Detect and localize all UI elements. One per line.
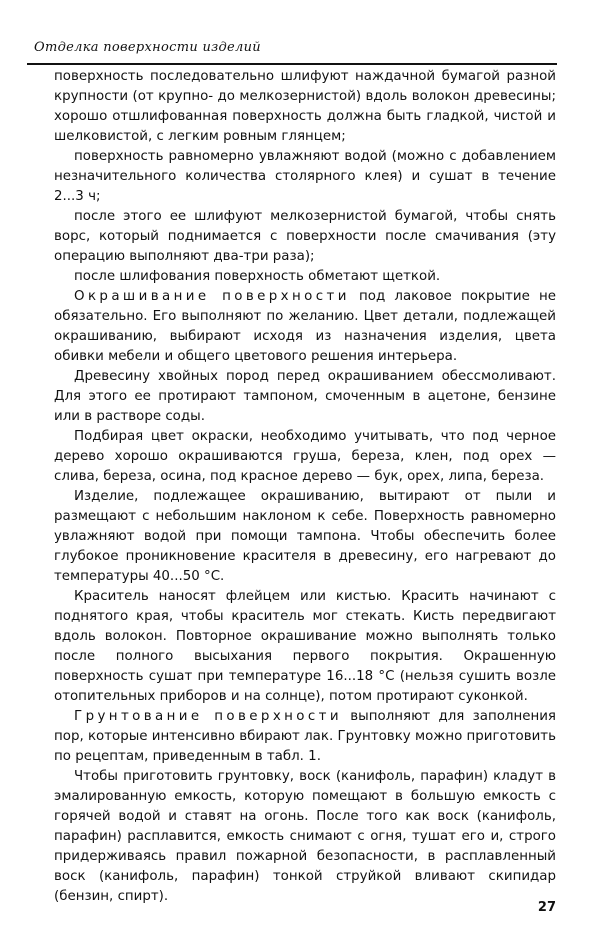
term-priming: Грунтование поверхности <box>74 709 342 724</box>
paragraph-primer-recipe: Чтобы приготовить грунтовку, воск (канифоль, парафин) кладут в эмалированную емкость, которую помещают в большую емкость с горячей водой и ставят на огонь. После того как воск (канифоль, парафин) расплавится, емкость снимают с огня, тушат его и, строго придерживаясь правил пожарной безопасности, в расплавленный воск (канифоль, парафин) тонкой струйкой вливают скипидар (бензин, спирт). <box>54 769 556 904</box>
paragraph-preparation: Изделие, подлежащее окрашиванию, вытирают от пыли и размещают с небольшим наклоном к себе. Поверхность равномерно увлажняют водой при помощи тампона. Чтобы обеспечить более глубокое проникновение красителя в древесину, его нагревают до температуры 40...50 °С. <box>54 489 556 584</box>
paragraph-color-choice: Подбирая цвет окраски, необходимо учитывать, что под черное дерево хорошо окрашиваются груша, береза, клен, под орех — слива, береза, осина, под красное дерево — бук, орех, липа, береза. <box>54 429 556 484</box>
paragraph-fine-sanding: после этого ее шлифуют мелкозернистой бумагой, чтобы снять ворс, который поднимается с поверхности после смачивания (эту операцию выполняют два-три раза); <box>54 209 556 264</box>
priming-intro-text: выполняют для заполнения пор, которые интенсивно вбирают лак. Грунтовку можно приготовить по рецептам, приведенным в табл. 1. <box>54 709 556 764</box>
paragraph-dye-application: Краситель наносят флейцем или кистью. Красить начинают с поднятого края, чтобы краситель мог стекать. Кисть передвигают вдоль волокон. Повторное окрашивание можно выполнять только после полного высыхания первого покрытия. Окрашенную поверхность сушат при температуре 16...18 °С (нельзя сушить возле отопительных приборов и на солнце), потом протирают суконкой. <box>54 589 556 704</box>
paragraph-resin-removal: Древесину хвойных пород перед окрашиванием обессмоливают. Для этого ее протирают тампоном, смоченным в ацетоне, бензине или в растворе соды. <box>54 369 556 424</box>
page-number: 27 <box>537 900 556 915</box>
paragraph-priming-intro <box>54 707 556 767</box>
term-staining: Окрашивание поверхности <box>74 289 350 304</box>
paragraph-brushing: после шлифования поверхность обметают щеткой. <box>74 269 441 284</box>
running-header: Отделка поверхности изделий <box>34 40 261 55</box>
staining-intro-text: под лаковое покрытие не обязательно. Его выполняют по желанию. Цвет детали, подлежащей окрашиванию, выбирают исходя из назначения изделия, цвета обивки мебели и общего цветового решения интерьера. <box>54 289 556 364</box>
paragraph-staining-intro <box>54 287 556 367</box>
body-text <box>54 67 556 907</box>
paragraph-sanding: поверхность последовательно шлифуют наждачной бумагой разной крупности (от крупно- до мелкозернистой) вдоль волокон древесины; хорошо отшлифованная поверхность должна быть гладкой, чистой и шелковистой, с легким ровным глянцем; <box>54 69 556 144</box>
header-rule <box>27 63 557 65</box>
paragraph-moistening: поверхность равномерно увлажняют водой (можно с добавлением незначительного количества столярного клея) и сушат в течение 2...3 ч; <box>54 149 556 204</box>
